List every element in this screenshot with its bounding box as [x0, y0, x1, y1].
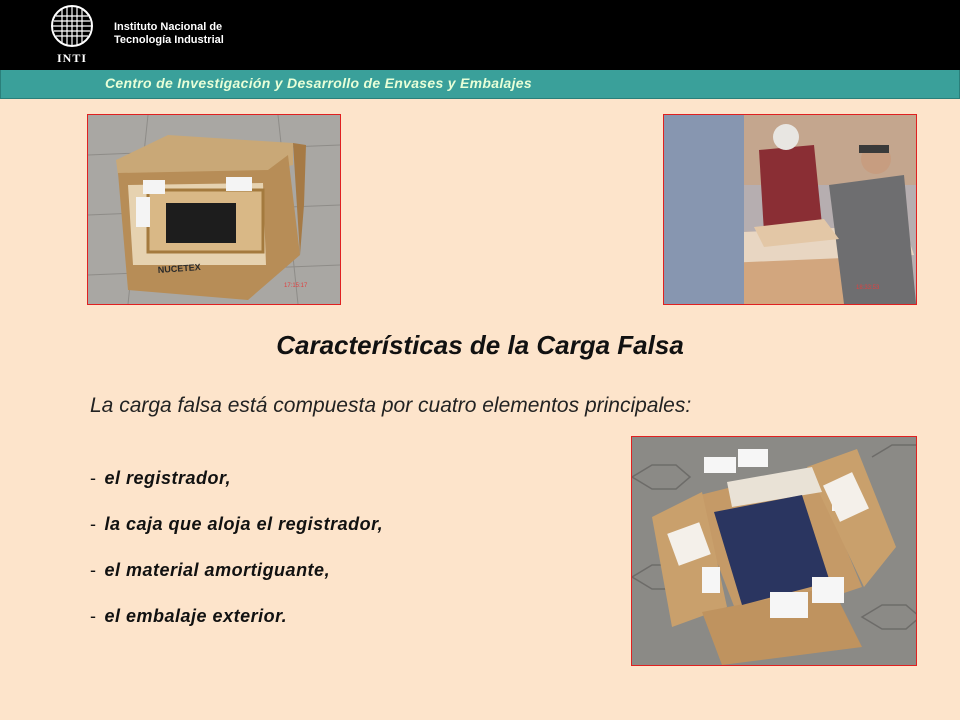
item-text: el registrador,: [104, 468, 232, 488]
list-item: [90, 468, 383, 514]
list-item: [90, 560, 383, 606]
header-bar: [0, 0, 960, 70]
list-item: [90, 606, 383, 652]
institution-line2: Tecnología Industrial: [114, 34, 224, 46]
svg-text:18:33:53: 18:33:53: [856, 285, 880, 291]
institution-name: [114, 21, 224, 47]
photo-people: [663, 114, 917, 305]
center-band: [0, 70, 960, 99]
photo-box: [87, 114, 341, 305]
open-box-photo-icon: [632, 437, 916, 665]
institution-line1: Instituto Nacional de: [114, 21, 223, 33]
bullet-dash: -: [90, 468, 97, 488]
inti-logo: [42, 4, 102, 66]
item-text: el embalaje exterior.: [104, 606, 288, 626]
photo-open-box: [631, 436, 917, 666]
bullet-dash: -: [90, 606, 97, 626]
bullet-dash: -: [90, 560, 97, 580]
svg-text:INTI: INTI: [56, 51, 88, 65]
slide-title: Características de la Carga Falsa: [276, 330, 684, 360]
bullet-dash: -: [90, 514, 97, 534]
list-item: [90, 514, 383, 560]
elements-list: [90, 468, 383, 652]
svg-text:17:15:17: 17:15:17: [284, 283, 308, 289]
center-name: Centro de Investigación y Desarrollo de Envases y Embalajes: [105, 75, 532, 91]
people-photo-icon: [664, 115, 916, 304]
box-photo-icon: [88, 115, 340, 304]
svg-text:NUCETEX: NUCETEX: [157, 262, 202, 275]
intro-text: La carga falsa está compuesta por cuatro elementos principales:: [90, 394, 692, 417]
item-text: la caja que aloja el registrador,: [104, 514, 384, 534]
item-text: el material amortiguante,: [104, 560, 331, 580]
